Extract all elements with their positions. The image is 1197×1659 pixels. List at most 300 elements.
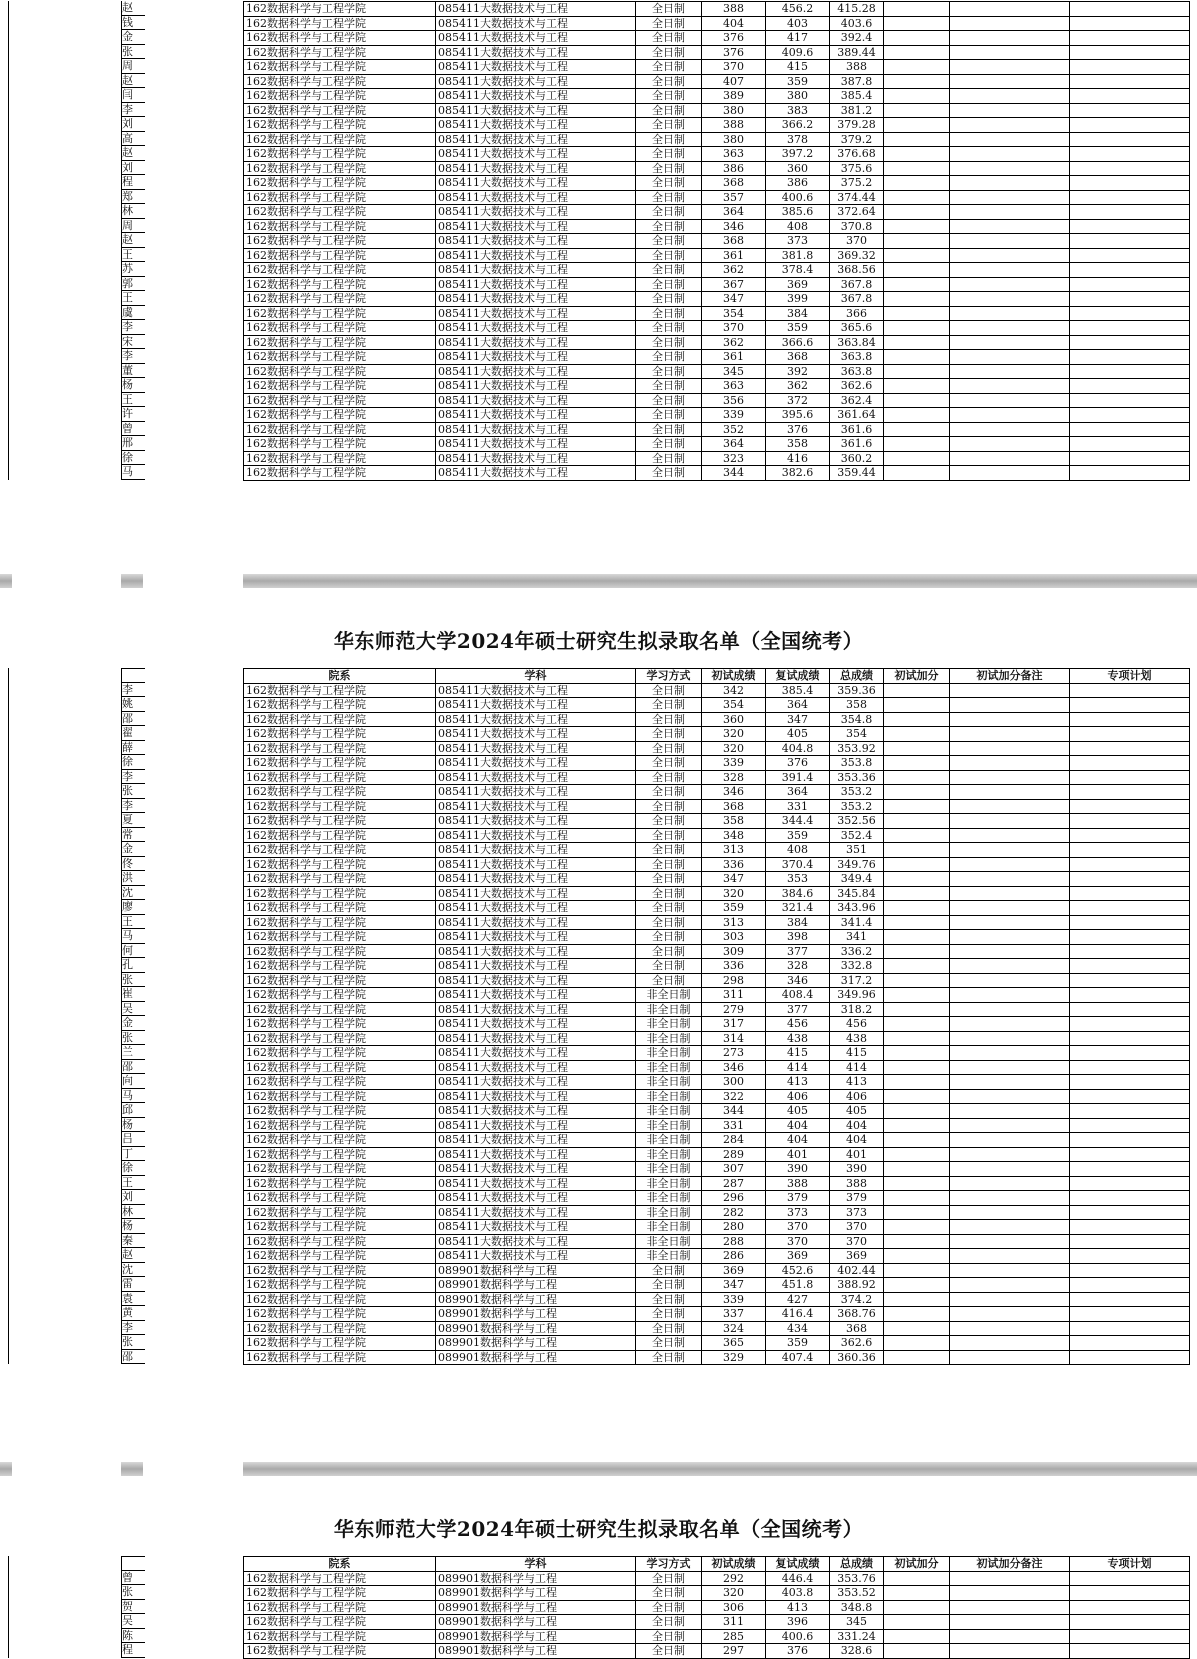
- special-plan-cell: [1070, 60, 1190, 75]
- mode-cell: 非全日制: [636, 1176, 702, 1191]
- dept-cell: 162数据科学与工程学院: [244, 1336, 436, 1351]
- table-row: [244, 1133, 1190, 1148]
- retest-score-cell: 359: [766, 828, 830, 843]
- bonus-cell: [884, 176, 950, 191]
- total-score-cell: 353.92: [830, 741, 884, 756]
- dept-cell: 162数据科学与工程学院: [244, 785, 436, 800]
- dept-cell: 162数据科学与工程学院: [244, 1031, 436, 1046]
- page-margin-line: [8, 1, 9, 480]
- subject-cell: 085411大数据技术与工程: [436, 16, 636, 31]
- bonus-note-cell: [950, 147, 1070, 162]
- initial-score-cell: 362: [702, 263, 766, 278]
- table-row: [244, 176, 1190, 191]
- bonus-cell: [884, 727, 950, 742]
- retest-score-cell: 359: [766, 321, 830, 336]
- mode-cell: 全日制: [636, 1600, 702, 1615]
- bonus-note-cell: [950, 1249, 1070, 1264]
- name-cell: 王: [122, 291, 145, 306]
- total-score-cell: 349.96: [830, 988, 884, 1003]
- dept-cell: 162数据科学与工程学院: [244, 31, 436, 46]
- mode-cell: 全日制: [636, 292, 702, 307]
- mode-cell: 非全日制: [636, 1162, 702, 1177]
- special-plan-cell: [1070, 1205, 1190, 1220]
- name-cell: 沈: [122, 886, 145, 901]
- name-cell: 马: [122, 1089, 145, 1104]
- mode-cell: 全日制: [636, 466, 702, 481]
- special-plan-cell: [1070, 1350, 1190, 1365]
- retest-score-cell: 408.4: [766, 988, 830, 1003]
- name-column: [121, 1, 145, 480]
- subject-cell: 085411大数据技术与工程: [436, 89, 636, 104]
- retest-score-cell: 373: [766, 1205, 830, 1220]
- initial-score-cell: 322: [702, 1089, 766, 1104]
- dept-cell: 162数据科学与工程学院: [244, 364, 436, 379]
- name-cell: 李: [122, 103, 145, 118]
- special-plan-cell: [1070, 930, 1190, 945]
- bonus-note-cell: [950, 857, 1070, 872]
- bonus-cell: [884, 1147, 950, 1162]
- special-plan-cell: [1070, 1118, 1190, 1133]
- initial-score-cell: 296: [702, 1191, 766, 1206]
- bonus-cell: [884, 321, 950, 336]
- name-cell: 杨: [122, 1219, 145, 1234]
- total-score-cell: 359.44: [830, 466, 884, 481]
- table-row: [244, 248, 1190, 263]
- bonus-note-cell: [950, 2, 1070, 17]
- dept-cell: 162数据科学与工程学院: [244, 176, 436, 191]
- special-plan-cell: [1070, 944, 1190, 959]
- dept-cell: 162数据科学与工程学院: [244, 973, 436, 988]
- dept-cell: 162数据科学与工程学院: [244, 1060, 436, 1075]
- dept-cell: 162数据科学与工程学院: [244, 843, 436, 858]
- table-row: [244, 1234, 1190, 1249]
- name-cell: 刘: [122, 161, 145, 176]
- dept-cell: 162数据科学与工程学院: [244, 1292, 436, 1307]
- mode-cell: 非全日制: [636, 1104, 702, 1119]
- table-row: [244, 292, 1190, 307]
- total-score-cell: 331.24: [830, 1629, 884, 1644]
- bonus-cell: [884, 190, 950, 205]
- name-column: [121, 1556, 145, 1658]
- bonus-note-cell: [950, 1307, 1070, 1322]
- name-cell: 李: [122, 770, 145, 785]
- table-row: [244, 118, 1190, 133]
- retest-score-cell: 392: [766, 364, 830, 379]
- dept-cell: 162数据科学与工程学院: [244, 1176, 436, 1191]
- dept-cell: 162数据科学与工程学院: [244, 103, 436, 118]
- bonus-note-cell: [950, 1278, 1070, 1293]
- dept-cell: 162数据科学与工程学院: [244, 727, 436, 742]
- bonus-note-cell: [950, 1017, 1070, 1032]
- special-plan-cell: [1070, 31, 1190, 46]
- name-cell: 宋: [122, 335, 145, 350]
- subject-cell: 085411大数据技术与工程: [436, 364, 636, 379]
- subject-cell: 085411大数据技术与工程: [436, 727, 636, 742]
- total-score-cell: 388.92: [830, 1278, 884, 1293]
- subject-cell: 085411大数据技术与工程: [436, 451, 636, 466]
- special-plan-cell: [1070, 190, 1190, 205]
- table-row: [244, 1031, 1190, 1046]
- subject-cell: 085411大数据技术与工程: [436, 683, 636, 698]
- mode-cell: 非全日制: [636, 1205, 702, 1220]
- mode-cell: 全日制: [636, 799, 702, 814]
- dept-cell: 162数据科学与工程学院: [244, 799, 436, 814]
- name-cell: 闫: [122, 88, 145, 103]
- subject-cell: 085411大数据技术与工程: [436, 118, 636, 133]
- special-plan-cell: [1070, 1104, 1190, 1119]
- dept-cell: 162数据科学与工程学院: [244, 205, 436, 220]
- subject-cell: 085411大数据技术与工程: [436, 31, 636, 46]
- retest-score-cell: 359: [766, 74, 830, 89]
- mode-cell: 全日制: [636, 60, 702, 75]
- bonus-cell: [884, 1249, 950, 1264]
- subject-cell: 085411大数据技术与工程: [436, 828, 636, 843]
- bonus-note-cell: [950, 176, 1070, 191]
- header-mode: 学习方式: [636, 669, 702, 684]
- initial-score-cell: 386: [702, 161, 766, 176]
- initial-score-cell: 336: [702, 857, 766, 872]
- name-cell: 王: [122, 393, 145, 408]
- page-margin-line: [8, 668, 9, 1364]
- name-cell: 董: [122, 364, 145, 379]
- name-cell: 李: [122, 349, 145, 364]
- dept-cell: 162数据科学与工程学院: [244, 408, 436, 423]
- bonus-cell: [884, 1075, 950, 1090]
- dept-cell: 162数据科学与工程学院: [244, 190, 436, 205]
- bonus-note-cell: [950, 944, 1070, 959]
- name-cell: 赵: [122, 1248, 145, 1263]
- bonus-note-cell: [950, 973, 1070, 988]
- bonus-note-cell: [950, 350, 1070, 365]
- mode-cell: 非全日制: [636, 1118, 702, 1133]
- retest-score-cell: 405: [766, 1104, 830, 1119]
- table-row: [244, 103, 1190, 118]
- retest-score-cell: 362: [766, 379, 830, 394]
- retest-score-cell: 377: [766, 1002, 830, 1017]
- table-row: [244, 335, 1190, 350]
- name-cell: 郑: [122, 190, 145, 205]
- bonus-note-cell: [950, 422, 1070, 437]
- special-plan-cell: [1070, 1191, 1190, 1206]
- retest-score-cell: 366.2: [766, 118, 830, 133]
- special-plan-cell: [1070, 698, 1190, 713]
- table-header-row: [244, 1557, 1190, 1572]
- table-row: [244, 959, 1190, 974]
- bonus-cell: [884, 785, 950, 800]
- bonus-cell: [884, 466, 950, 481]
- bonus-note-cell: [950, 1046, 1070, 1061]
- subject-cell: 085411大数据技术与工程: [436, 379, 636, 394]
- table-row: [244, 915, 1190, 930]
- special-plan-cell: [1070, 147, 1190, 162]
- retest-score-cell: 451.8: [766, 1278, 830, 1293]
- bonus-cell: [884, 1350, 950, 1365]
- mode-cell: 全日制: [636, 350, 702, 365]
- initial-score-cell: 284: [702, 1133, 766, 1148]
- name-cell: 姚: [122, 697, 145, 712]
- mode-cell: 全日制: [636, 219, 702, 234]
- subject-cell: 089901数据科学与工程: [436, 1292, 636, 1307]
- initial-score-cell: 323: [702, 451, 766, 466]
- bonus-cell: [884, 1586, 950, 1601]
- dept-cell: 162数据科学与工程学院: [244, 321, 436, 336]
- mode-cell: 全日制: [636, 1278, 702, 1293]
- bonus-cell: [884, 2, 950, 17]
- bonus-note-cell: [950, 1263, 1070, 1278]
- initial-score-cell: 361: [702, 350, 766, 365]
- initial-score-cell: 289: [702, 1147, 766, 1162]
- bonus-cell: [884, 1321, 950, 1336]
- initial-score-cell: 298: [702, 973, 766, 988]
- header-bonus-note: 初试加分备注: [950, 1557, 1070, 1572]
- bonus-note-cell: [950, 1644, 1070, 1659]
- bonus-cell: [884, 277, 950, 292]
- table-row: [244, 1104, 1190, 1119]
- special-plan-cell: [1070, 466, 1190, 481]
- mode-cell: 非全日制: [636, 1234, 702, 1249]
- initial-score-cell: 309: [702, 944, 766, 959]
- bonus-note-cell: [950, 872, 1070, 887]
- name-cell: 虞: [122, 306, 145, 321]
- name-cell: 孔: [122, 958, 145, 973]
- name-cell: 赵: [122, 74, 145, 89]
- dept-cell: 162数据科学与工程学院: [244, 1644, 436, 1659]
- initial-score-cell: 347: [702, 292, 766, 307]
- subject-cell: 085411大数据技术与工程: [436, 408, 636, 423]
- table-row: [244, 306, 1190, 321]
- special-plan-cell: [1070, 248, 1190, 263]
- bonus-note-cell: [950, 45, 1070, 60]
- dept-cell: 162数据科学与工程学院: [244, 814, 436, 829]
- bonus-cell: [884, 1017, 950, 1032]
- bonus-note-cell: [950, 321, 1070, 336]
- dept-cell: 162数据科学与工程学院: [244, 944, 436, 959]
- special-plan-cell: [1070, 683, 1190, 698]
- retest-score-cell: 377: [766, 944, 830, 959]
- mode-cell: 全日制: [636, 1629, 702, 1644]
- initial-score-cell: 339: [702, 408, 766, 423]
- table-row: [244, 828, 1190, 843]
- special-plan-cell: [1070, 103, 1190, 118]
- subject-cell: 085411大数据技术与工程: [436, 248, 636, 263]
- table-row: [244, 2, 1190, 17]
- bonus-cell: [884, 1031, 950, 1046]
- table-row: [244, 219, 1190, 234]
- retest-score-cell: 403.8: [766, 1586, 830, 1601]
- bonus-note-cell: [950, 277, 1070, 292]
- table-row: [244, 205, 1190, 220]
- bonus-note-cell: [950, 1336, 1070, 1351]
- special-plan-cell: [1070, 205, 1190, 220]
- total-score-cell: 367.8: [830, 292, 884, 307]
- dept-cell: 162数据科学与工程学院: [244, 161, 436, 176]
- name-cell: 王: [122, 1176, 145, 1191]
- total-score-cell: 372.64: [830, 205, 884, 220]
- bonus-cell: [884, 973, 950, 988]
- initial-score-cell: 346: [702, 785, 766, 800]
- special-plan-cell: [1070, 16, 1190, 31]
- special-plan-cell: [1070, 1629, 1190, 1644]
- mode-cell: 全日制: [636, 959, 702, 974]
- bonus-note-cell: [950, 959, 1070, 974]
- retest-score-cell: 376: [766, 756, 830, 771]
- initial-score-cell: 320: [702, 741, 766, 756]
- total-score-cell: 374.44: [830, 190, 884, 205]
- subject-cell: 085411大数据技术与工程: [436, 103, 636, 118]
- mode-cell: 全日制: [636, 176, 702, 191]
- dept-cell: 162数据科学与工程学院: [244, 1002, 436, 1017]
- special-plan-cell: [1070, 1060, 1190, 1075]
- name-cell: 周: [122, 219, 145, 234]
- bonus-cell: [884, 799, 950, 814]
- bonus-note-cell: [950, 1118, 1070, 1133]
- bonus-cell: [884, 944, 950, 959]
- bonus-note-cell: [950, 712, 1070, 727]
- table-row: [244, 843, 1190, 858]
- dept-cell: 162数据科学与工程学院: [244, 437, 436, 452]
- table-row: [244, 1075, 1190, 1090]
- dept-cell: 162数据科学与工程学院: [244, 872, 436, 887]
- dept-cell: 162数据科学与工程学院: [244, 1133, 436, 1148]
- bonus-note-cell: [950, 741, 1070, 756]
- bonus-cell: [884, 1191, 950, 1206]
- table-row: [244, 408, 1190, 423]
- bonus-note-cell: [950, 132, 1070, 147]
- initial-score-cell: 285: [702, 1629, 766, 1644]
- retest-score-cell: 409.6: [766, 45, 830, 60]
- mode-cell: 非全日制: [636, 1249, 702, 1264]
- mode-cell: 全日制: [636, 1307, 702, 1322]
- subject-cell: 085411大数据技术与工程: [436, 1162, 636, 1177]
- admission-table: [243, 1556, 1190, 1659]
- subject-cell: 085411大数据技术与工程: [436, 350, 636, 365]
- table-row: [244, 930, 1190, 945]
- mode-cell: 全日制: [636, 872, 702, 887]
- retest-score-cell: 390: [766, 1162, 830, 1177]
- total-score-cell: 349.76: [830, 857, 884, 872]
- dept-cell: 162数据科学与工程学院: [244, 16, 436, 31]
- header-bonus: 初试加分: [884, 669, 950, 684]
- name-cell: 洪: [122, 871, 145, 886]
- bonus-cell: [884, 1162, 950, 1177]
- table-row: [244, 190, 1190, 205]
- table-row: [244, 814, 1190, 829]
- mode-cell: 全日制: [636, 190, 702, 205]
- dept-cell: 162数据科学与工程学院: [244, 1162, 436, 1177]
- initial-score-cell: 280: [702, 1220, 766, 1235]
- bonus-cell: [884, 1046, 950, 1061]
- retest-score-cell: 385.4: [766, 683, 830, 698]
- retest-score-cell: 391.4: [766, 770, 830, 785]
- total-score-cell: 389.44: [830, 45, 884, 60]
- bonus-note-cell: [950, 1234, 1070, 1249]
- page-title: 华东师范大学2024年硕士研究生拟录取名单（全国统考）: [333, 1517, 864, 1541]
- retest-score-cell: 452.6: [766, 1263, 830, 1278]
- total-score-cell: 358: [830, 698, 884, 713]
- bonus-cell: [884, 31, 950, 46]
- mode-cell: 全日制: [636, 16, 702, 31]
- retest-score-cell: 416: [766, 451, 830, 466]
- mode-cell: 全日制: [636, 1336, 702, 1351]
- name-cell: 马: [122, 465, 145, 480]
- initial-score-cell: 363: [702, 379, 766, 394]
- initial-score-cell: 311: [702, 988, 766, 1003]
- dept-cell: 162数据科学与工程学院: [244, 393, 436, 408]
- mode-cell: 全日制: [636, 205, 702, 220]
- subject-cell: 085411大数据技术与工程: [436, 1205, 636, 1220]
- subject-cell: 089901数据科学与工程: [436, 1644, 636, 1659]
- special-plan-cell: [1070, 973, 1190, 988]
- name-cell: 杨: [122, 378, 145, 393]
- bonus-note-cell: [950, 451, 1070, 466]
- bonus-cell: [884, 886, 950, 901]
- total-score-cell: 370: [830, 1220, 884, 1235]
- total-score-cell: 318.2: [830, 1002, 884, 1017]
- table-row: [244, 857, 1190, 872]
- subject-cell: 085411大数据技术与工程: [436, 1147, 636, 1162]
- bonus-note-cell: [950, 292, 1070, 307]
- subject-cell: 089901数据科学与工程: [436, 1571, 636, 1586]
- table-row: [244, 1571, 1190, 1586]
- table-row: [244, 901, 1190, 916]
- special-plan-cell: [1070, 1278, 1190, 1293]
- name-column: [121, 668, 145, 1364]
- name-cell: 林: [122, 1205, 145, 1220]
- total-score-cell: 402.44: [830, 1263, 884, 1278]
- total-score-cell: 361.6: [830, 422, 884, 437]
- subject-cell: 085411大数据技术与工程: [436, 799, 636, 814]
- table-row: [244, 1060, 1190, 1075]
- header-dept: 院系: [244, 1557, 436, 1572]
- dept-cell: 162数据科学与工程学院: [244, 1017, 436, 1032]
- special-plan-cell: [1070, 74, 1190, 89]
- mode-cell: 全日制: [636, 741, 702, 756]
- retest-score-cell: 401: [766, 1147, 830, 1162]
- bonus-cell: [884, 901, 950, 916]
- bonus-cell: [884, 1176, 950, 1191]
- subject-cell: 085411大数据技术与工程: [436, 277, 636, 292]
- mode-cell: 全日制: [636, 335, 702, 350]
- subject-cell: 085411大数据技术与工程: [436, 132, 636, 147]
- retest-score-cell: 399: [766, 292, 830, 307]
- subject-cell: 085411大数据技术与工程: [436, 393, 636, 408]
- retest-score-cell: 378.4: [766, 263, 830, 278]
- total-score-cell: 403.6: [830, 16, 884, 31]
- subject-cell: 089901数据科学与工程: [436, 1321, 636, 1336]
- name-cell: 黄: [122, 1306, 145, 1321]
- bonus-note-cell: [950, 756, 1070, 771]
- name-cell: 秦: [122, 1234, 145, 1249]
- dept-cell: 162数据科学与工程学院: [244, 350, 436, 365]
- dept-cell: 162数据科学与工程学院: [244, 74, 436, 89]
- initial-score-cell: 368: [702, 176, 766, 191]
- bonus-cell: [884, 89, 950, 104]
- name-cell: 曾: [122, 1571, 145, 1586]
- subject-cell: 085411大数据技术与工程: [436, 770, 636, 785]
- bonus-cell: [884, 408, 950, 423]
- page-break-bar: [121, 574, 143, 588]
- initial-score-cell: 362: [702, 335, 766, 350]
- bonus-note-cell: [950, 1191, 1070, 1206]
- name-cell: 邱: [122, 1103, 145, 1118]
- initial-score-cell: 370: [702, 321, 766, 336]
- bonus-note-cell: [950, 799, 1070, 814]
- total-score-cell: 365.6: [830, 321, 884, 336]
- retest-score-cell: 370.4: [766, 857, 830, 872]
- total-score-cell: 341: [830, 930, 884, 945]
- total-score-cell: 317.2: [830, 973, 884, 988]
- total-score-cell: 343.96: [830, 901, 884, 916]
